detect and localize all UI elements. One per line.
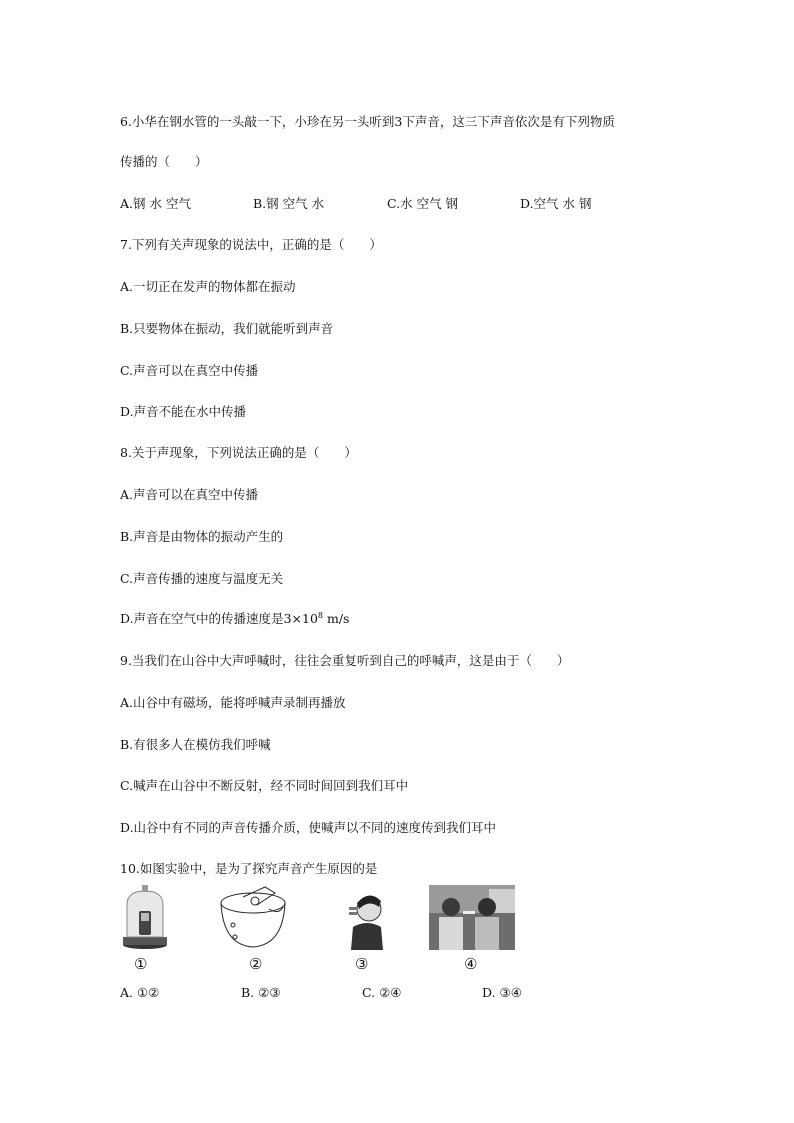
q10-option-a: A. ①②	[120, 985, 160, 1000]
q6-option-d: D.空气 水 钢	[520, 196, 592, 211]
person-tuning-fork-image	[347, 885, 387, 950]
q10-option-b: B. ②③	[241, 985, 281, 1000]
q8-option-d-prefix: D.声音在空气中的传播速度是	[120, 611, 284, 626]
drum-sketch-image	[213, 885, 293, 950]
figure-label-2: ②	[249, 955, 263, 973]
bell-jar-phone-image	[120, 885, 170, 950]
q10-option-d: D. ③④	[482, 985, 522, 1000]
children-photo-image	[429, 885, 515, 950]
q7-option-a: A.一切正在发声的物体都在振动	[120, 279, 296, 294]
q9-stem: 9.当我们在山谷中大声呼喊时，往往会重复听到自己的呼喊声，这是由于（ ）	[120, 653, 570, 668]
q6-option-c: C.水 空气 钢	[387, 196, 459, 211]
q6-option-b: B.钢 空气 水	[253, 196, 325, 211]
q8-option-b: B.声音是由物体的振动产生的	[120, 529, 284, 544]
q8-option-d-value: 3×10	[283, 611, 318, 626]
q7-option-d: D.声音不能在水中传播	[120, 404, 247, 419]
q7-option-b: B.只要物体在振动，我们就能听到声音	[120, 321, 334, 336]
q6-option-a: A.钢 水 空气	[120, 196, 191, 211]
q8-stem: 8.关于声现象，下列说法正确的是（ ）	[120, 445, 357, 460]
figure-label-4: ④	[464, 955, 478, 973]
q9-option-c: C.喊声在山谷中不断反射，经不同时间回到我们耳中	[120, 778, 409, 793]
q7-stem: 7.下列有关声现象的说法中，正确的是（ ）	[120, 237, 382, 252]
q8-option-c: C.声音传播的速度与温度无关	[120, 571, 284, 586]
q9-option-a: A.山谷中有磁场，能将呼喊声录制再播放	[120, 695, 346, 710]
q10-option-c: C. ②④	[362, 985, 402, 1000]
q7-option-c: C.声音可以在真空中传播	[120, 363, 259, 378]
q6-stem-line1: 6.小华在钢水管的一头敲一下，小珍在另一头听到3下声音，这三下声音依次是有下列物质	[120, 114, 615, 129]
q6-stem-line2: 传播的（ ）	[120, 154, 208, 169]
q8-option-a: A.声音可以在真空中传播	[120, 487, 259, 502]
q8-option-d-exponent: 8	[317, 610, 323, 620]
q9-option-d: D.山谷中有不同的声音传播介质，使喊声以不同的速度传到我们耳中	[120, 820, 497, 835]
q8-option-d-unit: m/s	[323, 611, 350, 626]
q9-option-b: B.有很多人在模仿我们呼喊	[120, 737, 271, 752]
q8-option-d	[120, 609, 349, 627]
figure-label-3: ③	[355, 955, 369, 973]
figure-label-1: ①	[134, 955, 148, 973]
q10-stem: 10.如图实验中，是为了探究声音产生原因的是	[120, 861, 378, 876]
